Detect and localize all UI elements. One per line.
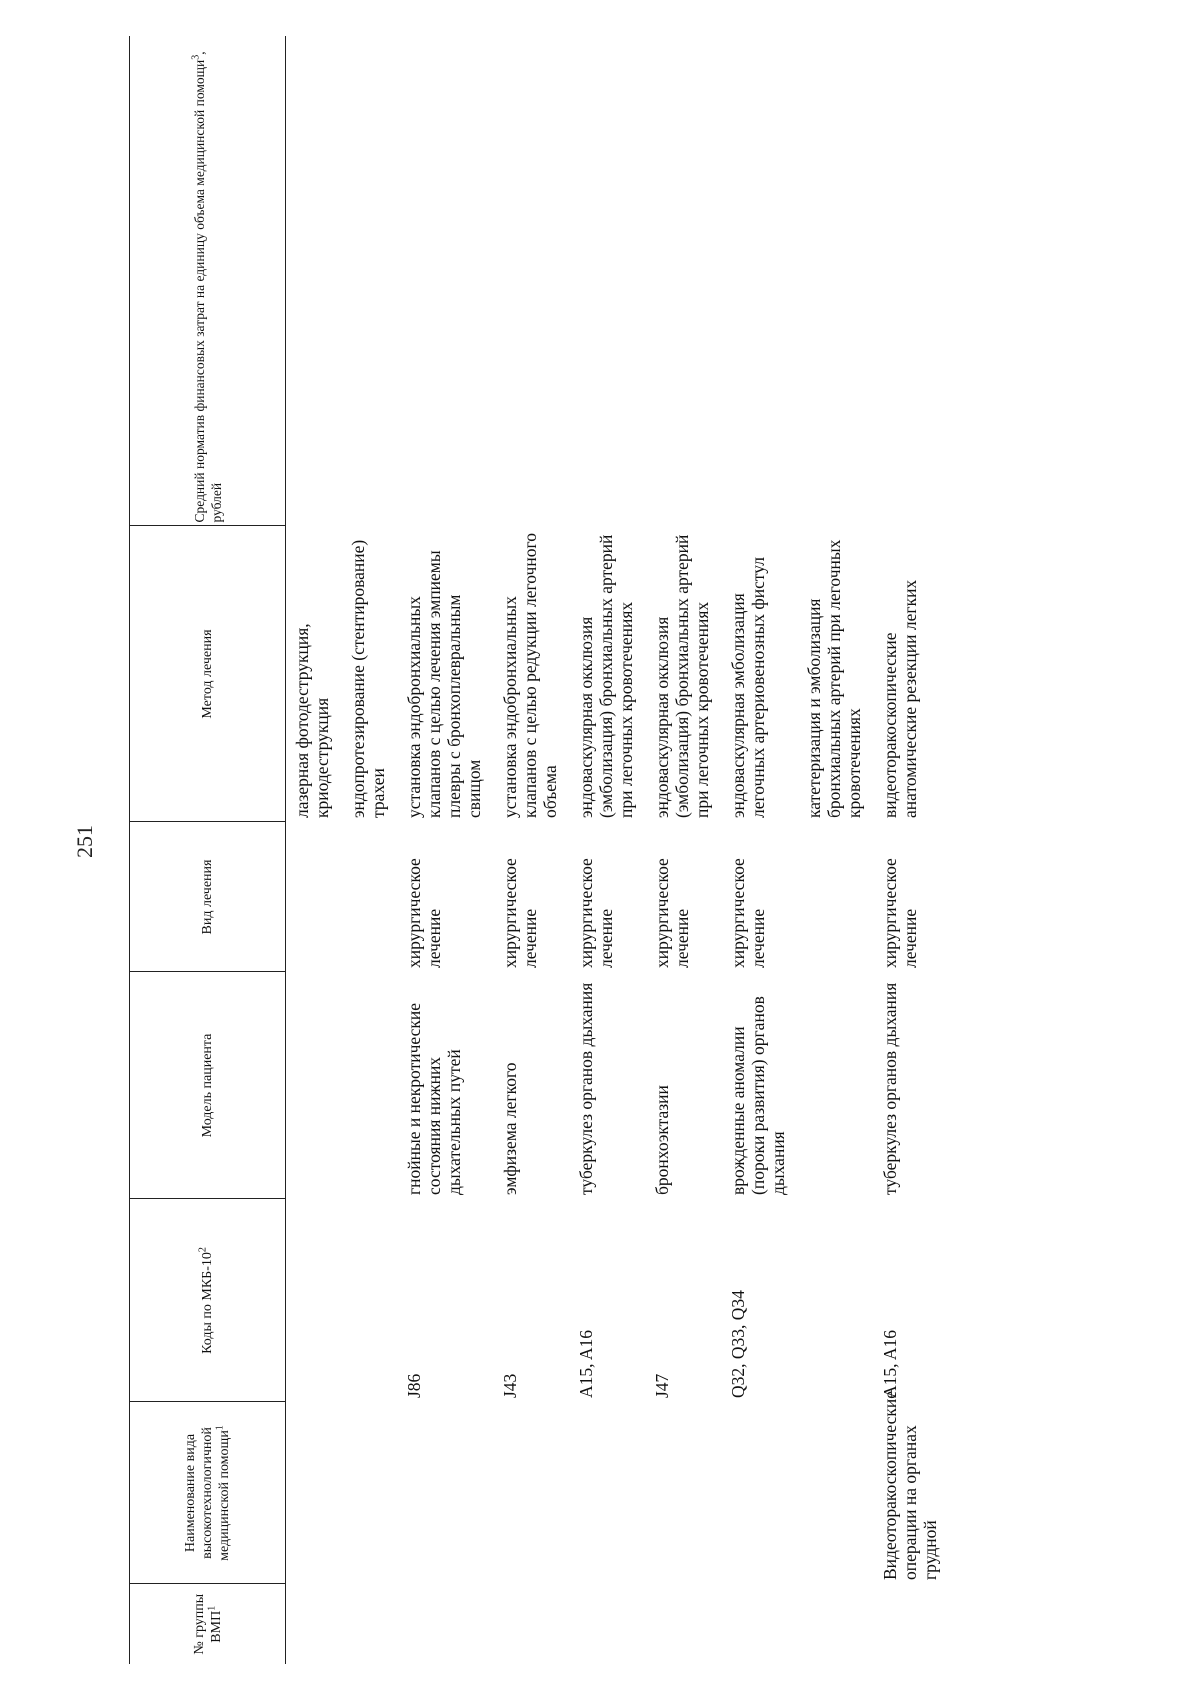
cell-type [788, 822, 864, 972]
cell-model [286, 972, 333, 1199]
cell-type: хирургическое лечение [652, 858, 692, 968]
cell-icd: J47 [652, 1373, 672, 1398]
cell-group-no [560, 1584, 636, 1664]
cell-model: эмфизема легкого [500, 1062, 520, 1195]
cell-model [332, 972, 388, 1199]
cell-type [286, 822, 333, 972]
cell-group-no [484, 1584, 560, 1664]
cell-model: туберкулез органов дыхания [576, 982, 596, 1195]
cell-cost [332, 36, 388, 526]
cell-model: бронхоэктазии [652, 1085, 672, 1195]
cell-group-no [864, 1584, 944, 1664]
cell-vmp-name [788, 1402, 864, 1584]
cell-icd: J43 [500, 1373, 520, 1398]
table-row [636, 36, 712, 1664]
cell-group-no [388, 1584, 484, 1664]
cell-group-no [286, 1584, 333, 1664]
cell-cost [286, 36, 333, 526]
cell-type: хирургическое лечение [728, 858, 768, 968]
cell-vmp-name [388, 1402, 484, 1584]
cell-method: установка эндобронхиальных клапанов с целью лечения эмпиемы плевры с бронхоплевральным свищом [404, 550, 484, 818]
table-row [286, 36, 333, 1664]
cell-icd: A15, A16 [576, 1329, 596, 1398]
header-group-no: № группы ВМП$^1$ [130, 1584, 286, 1664]
cell-method: эндоваскулярная окклюзия (эмболизация) бронхиальных артерий при легочных кровотечениях [652, 534, 712, 818]
cell-group-no [332, 1584, 388, 1664]
cell-vmp-name [286, 1402, 333, 1584]
cell-cost [388, 36, 484, 526]
cell-group-no [636, 1584, 712, 1664]
header-vmp-name: Наименование вида высокотехнологичной медицинской помощи$^1$ [130, 1402, 286, 1584]
cell-icd [788, 1199, 864, 1402]
cell-method: видеоторакоскопические анатомические резекции легких [880, 579, 920, 818]
cell-vmp-name [712, 1402, 788, 1584]
header-patient-model: Модель пациента [130, 972, 286, 1199]
rotated-table-page [129, 36, 1154, 1664]
table-row [788, 36, 864, 1664]
cell-icd: J86 [404, 1373, 424, 1398]
cell-type: хирургическое лечение [576, 858, 616, 968]
table-row [560, 36, 636, 1664]
cell-cost [636, 36, 712, 526]
cell-model: гнойные и некротические состояния нижних дыхательных путей [404, 1003, 464, 1195]
cell-group-no [788, 1584, 864, 1664]
cell-model: туберкулез органов дыхания [880, 982, 900, 1195]
cell-type: хирургическое лечение [500, 858, 540, 968]
cell-model [788, 972, 864, 1199]
table-row [712, 36, 788, 1664]
header-treatment-type: Вид лечения [130, 822, 286, 972]
table-row [332, 36, 388, 1664]
cell-cost [484, 36, 560, 526]
cell-cost [788, 36, 864, 526]
cell-method: лазерная фотодеструкция, криодеструкция [292, 623, 332, 818]
cell-type: хирургическое лечение [880, 858, 920, 968]
cell-type [332, 822, 388, 972]
cell-method: эндоваскулярная эмболизация легочных артериовенозных фистул [728, 557, 768, 818]
cell-method: эндоваскулярная окклюзия (эмболизация) бронхиальных артерий при легочных кровотечениях [576, 534, 636, 818]
cell-cost [712, 36, 788, 526]
cell-vmp-name [484, 1402, 560, 1584]
cell-group-no [712, 1584, 788, 1664]
cell-vmp-name [332, 1402, 388, 1584]
cell-icd [332, 1199, 388, 1402]
cell-cost [864, 36, 944, 526]
page-number: 251 [72, 825, 97, 858]
cell-method: катетеризация и эмболизация бронхиальных артерий при легочных кровотечениях [804, 539, 864, 818]
cell-icd: Q32, Q33, Q34 [728, 1290, 748, 1398]
cell-vmp-name: Видеоторакоскопические операции на органах грудной [880, 1391, 940, 1580]
header-treatment-method: Метод лечения [130, 526, 286, 822]
cell-icd [286, 1199, 333, 1402]
table-row [864, 36, 944, 1664]
table-row [388, 36, 484, 1664]
table-row [484, 36, 560, 1664]
cell-cost [560, 36, 636, 526]
header-cost-norm: Средний норматив финансовых затрат на единицу объема медицинской помощи$^3$, рублей [130, 36, 286, 526]
cell-vmp-name [560, 1402, 636, 1584]
cell-vmp-name [636, 1402, 712, 1584]
cell-model: врожденные аномалии (пороки развития) органов дыхания [728, 996, 788, 1195]
table-header-row [130, 36, 286, 1664]
cell-method: установка эндобронхиальных клапанов с целью редукции легочного объема [500, 533, 560, 818]
cell-method: эндопротезирование (стентирование) трахеи [348, 539, 388, 818]
vmp-table [129, 36, 944, 1664]
cell-type: хирургическое лечение [404, 858, 444, 968]
header-icd-codes: Коды по МКБ-$10^2$ [130, 1199, 286, 1402]
cell-icd: A15, A16 [880, 1329, 900, 1398]
